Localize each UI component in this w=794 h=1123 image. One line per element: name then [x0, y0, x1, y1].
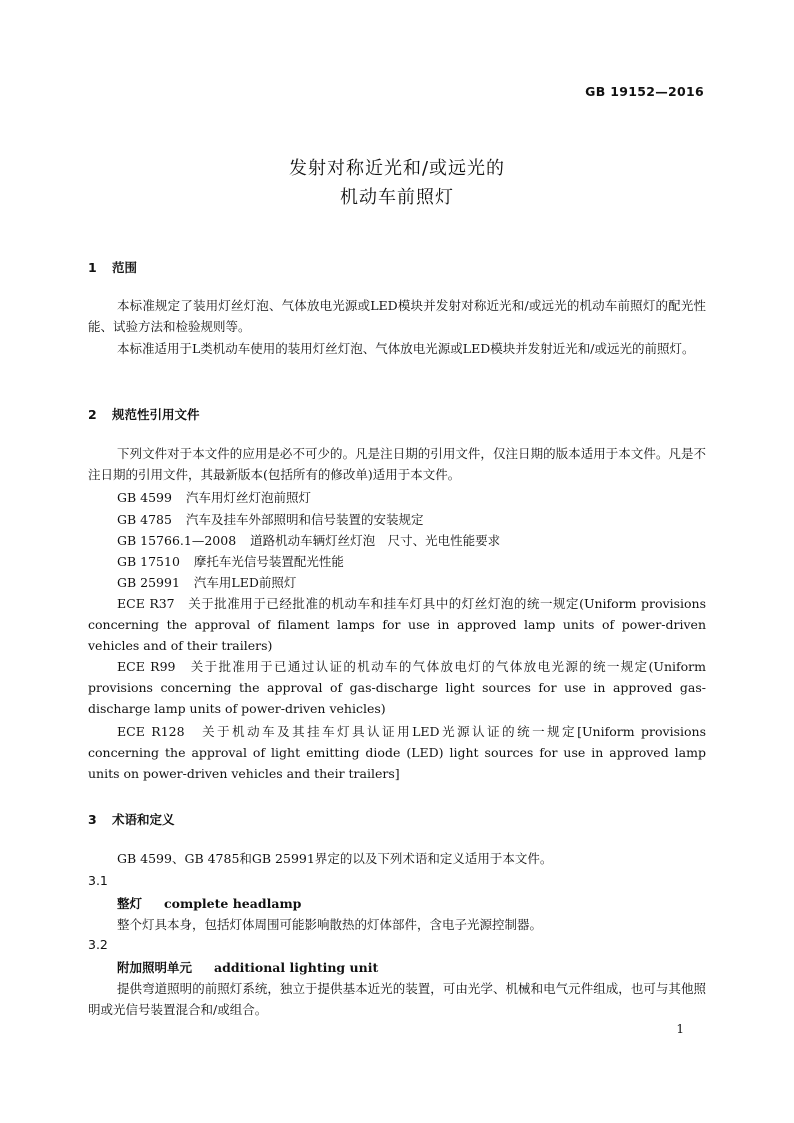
- reference-ece-r37: ECE R37 关于批准用于已经批准的机动车和挂车灯具中的灯丝灯泡的统一规定(Uniform provisions concerning the approval of filament lamps for use in approved lamp units of power-driven vehicles and of their trailers): [88, 596, 706, 653]
- section-title: 规范性引用文件: [112, 407, 200, 422]
- section-1-paragraph-1: 本标准规定了装用灯丝灯泡、气体放电光源或LED模块并发射对称近光和/或远光的机动车前照灯的配光性能、试验方法和检验规则等。: [88, 298, 706, 334]
- reference-item: [117, 509, 423, 530]
- reference-item: [117, 487, 311, 508]
- section-title: 术语和定义: [112, 812, 175, 827]
- page-number: 1: [676, 1022, 684, 1036]
- term-chinese: 整灯: [117, 896, 143, 911]
- term-chinese: 附加照明单元: [117, 960, 193, 975]
- term-3-2: [117, 958, 378, 976]
- standard-code: GB 19152—2016: [585, 84, 704, 99]
- document-title-line2: 机动车前照灯: [340, 187, 454, 208]
- term-english: complete headlamp: [164, 896, 302, 911]
- reference-title: 汽车用LED前照灯: [193, 575, 297, 590]
- term-english: additional lighting unit: [214, 960, 379, 975]
- section-2-heading: [88, 405, 200, 423]
- section-3-heading: [88, 810, 175, 828]
- term-3-1: [117, 894, 301, 912]
- clause-number: 3.2: [88, 937, 108, 952]
- reference-code: GB 4599: [117, 490, 172, 505]
- reference-ece-r128: ECE R128 关于机动车及其挂车灯具认证用LED光源认证的统一规定[Uniform provisions concerning the approval of light emitting diode (LED) light sources for use in approved lamp units on power-driven vehicles and their trailers]: [88, 724, 706, 781]
- reference-title: 汽车及挂车外部照明和信号装置的安装规定: [185, 512, 424, 527]
- section-number: 3: [88, 812, 97, 827]
- reference-title: 道路机动车辆灯丝灯泡 尺寸、光电性能要求: [250, 533, 501, 548]
- section-number: 2: [88, 407, 97, 422]
- section-3-intro: GB 4599、GB 4785和GB 25991界定的以及下列术语和定义适用于本文件。: [117, 851, 553, 866]
- section-number: 1: [88, 260, 97, 275]
- document-title-line1: 发射对称近光和/或远光的: [288, 158, 506, 179]
- reference-title: 汽车用灯丝灯泡前照灯: [185, 490, 311, 505]
- reference-title: 摩托车光信号装置配光性能: [193, 554, 344, 569]
- reference-item: [117, 530, 500, 551]
- section-1-heading: [88, 258, 137, 276]
- term-definition: 整个灯具本身，包括灯体周围可能影响散热的灯体部件，含电子光源控制器。: [117, 917, 543, 932]
- section-title: 范围: [112, 260, 138, 275]
- reference-code: GB 4785: [117, 512, 172, 527]
- clause-number: 3.1: [88, 873, 108, 888]
- reference-item: [117, 572, 296, 593]
- reference-code: GB 25991: [117, 575, 180, 590]
- reference-code: GB 17510: [117, 554, 180, 569]
- reference-ece-r99: ECE R99 关于批准用于已通过认证的机动车的气体放电灯的气体放电光源的统一规定(Uniform provisions concerning the approval of gas-discharge light sources for use in approved gas-discharge lamp units of power-driven vehicles): [88, 659, 706, 716]
- term-definition: 提供弯道照明的前照灯系统，独立于提供基本近光的装置，可由光学、机械和电气元件组成，也可与其他照明或光信号装置混合和/或组合。: [88, 981, 706, 1017]
- section-2-intro: 下列文件对于本文件的应用是必不可少的。凡是注日期的引用文件，仅注日期的版本适用于本文件。凡是不注日期的引用文件，其最新版本(包括所有的修改单)适用于本文件。: [88, 446, 706, 482]
- section-1-paragraph-2: 本标准适用于L类机动车使用的装用灯丝灯泡、气体放电光源或LED模块并发射近光和/或远光的前照灯。: [117, 341, 695, 356]
- reference-code: GB 15766.1—2008: [117, 533, 237, 548]
- reference-item: [117, 551, 344, 572]
